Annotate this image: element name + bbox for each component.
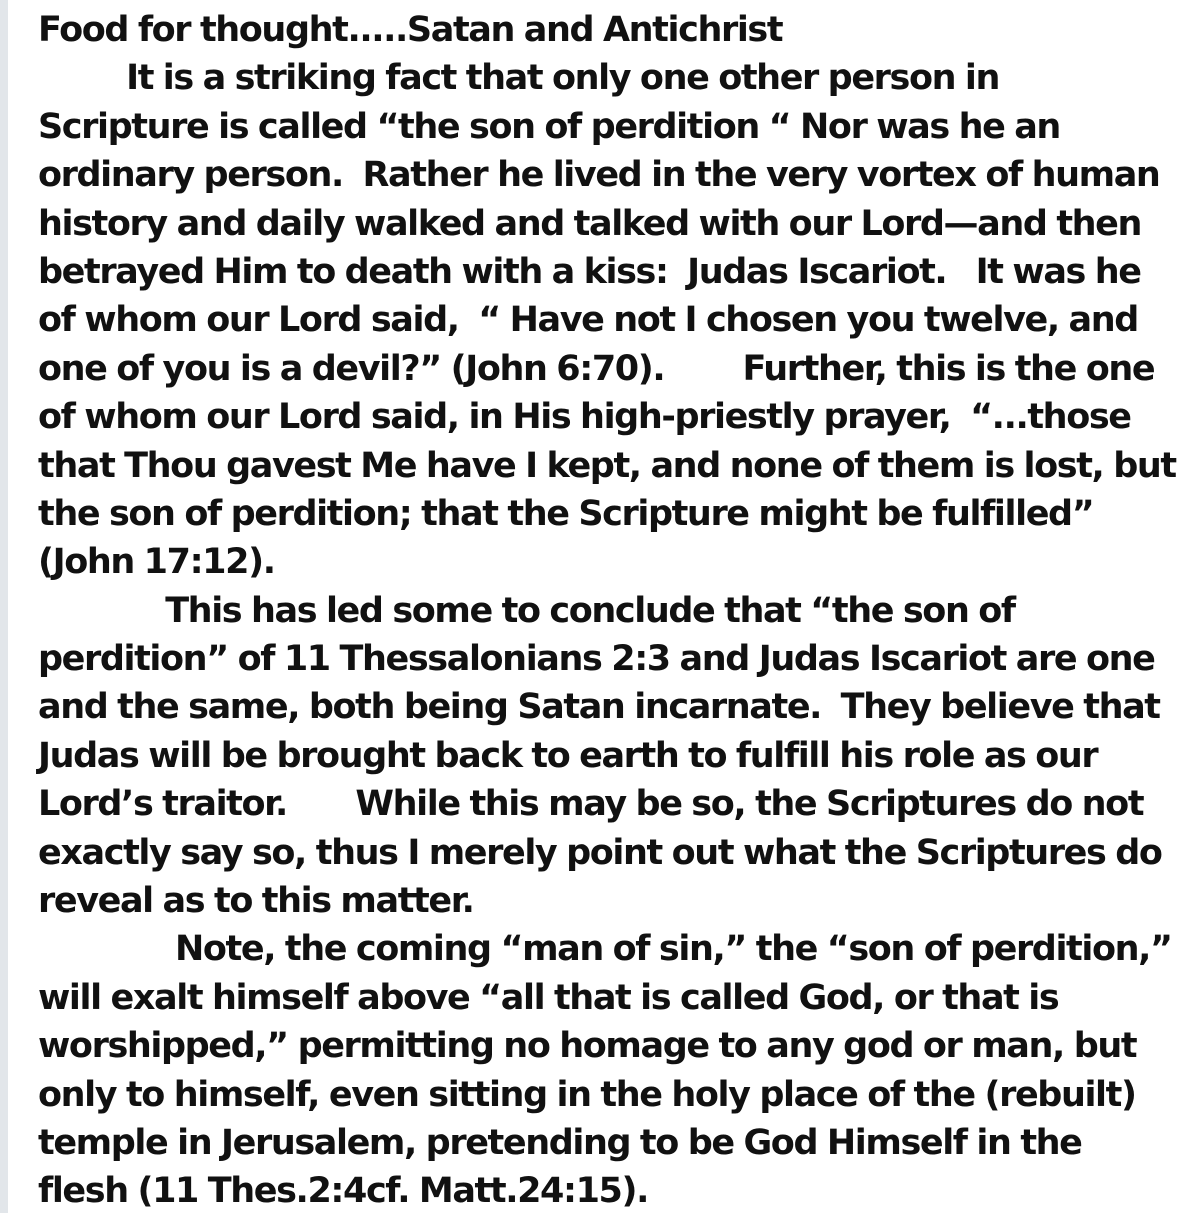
text-line: of whom our Lord said, “ Have not I chosen you twelve, and <box>38 300 1138 341</box>
text-line: perdition” of 11 Thessalonians 2:3 and Judas Iscariot are one <box>38 639 1155 680</box>
text-line: Note, the coming “man of sin,” the “son of perdition,” <box>38 929 1172 970</box>
text-line: Scripture is called “the son of perdition “ Nor was he an <box>38 106 1060 147</box>
text-line: of whom our Lord said, in His high-priestly prayer, “...those <box>38 397 1131 438</box>
text-line: only to himself, even sitting in the holy place of the (rebuilt) <box>38 1074 1136 1115</box>
text-line: It is a striking fact that only one other person in <box>38 58 1000 99</box>
text-line: flesh (11 Thes.2:4cf. Matt.24:15). <box>38 1171 648 1212</box>
text-line: worshipped,” permitting no homage to any god or man, but <box>38 1026 1137 1067</box>
text-line: exactly say so, thus I merely point out what the Scriptures do <box>38 832 1162 873</box>
text-line: ordinary person. Rather he lived in the very vortex of human <box>38 155 1160 196</box>
text-line: Lord’s traitor. While this may be so, the Scriptures do not <box>38 784 1144 825</box>
document-title: Food for thought.....Satan and Antichrist <box>38 10 783 50</box>
document-text <box>38 6 1188 1216</box>
text-line: Judas will be brought back to earth to fulfill his role as our <box>38 735 1098 776</box>
text-line: temple in Jerusalem, pretending to be God Himself in the <box>38 1122 1082 1163</box>
text-line: This has led some to conclude that “the son of <box>38 590 1015 631</box>
text-line: will exalt himself above “all that is called God, or that is <box>38 977 1059 1018</box>
text-line: (John 17:12). <box>38 542 275 583</box>
left-edge-border <box>0 0 8 1213</box>
text-line: one of you is a devil?” (John 6:70). Further, this is the one <box>38 348 1155 389</box>
text-line: reveal as to this matter. <box>38 881 474 922</box>
text-line: the son of perdition; that the Scripture might be fulfilled” <box>38 493 1094 534</box>
text-line: betrayed Him to death with a kiss: Judas Iscariot. It was he <box>38 251 1141 292</box>
text-line: and the same, both being Satan incarnate. They believe that <box>38 687 1160 728</box>
text-line: history and daily walked and talked with our Lord—and then <box>38 203 1142 244</box>
text-line: that Thou gavest Me have I kept, and none of them is lost, but <box>38 445 1176 486</box>
